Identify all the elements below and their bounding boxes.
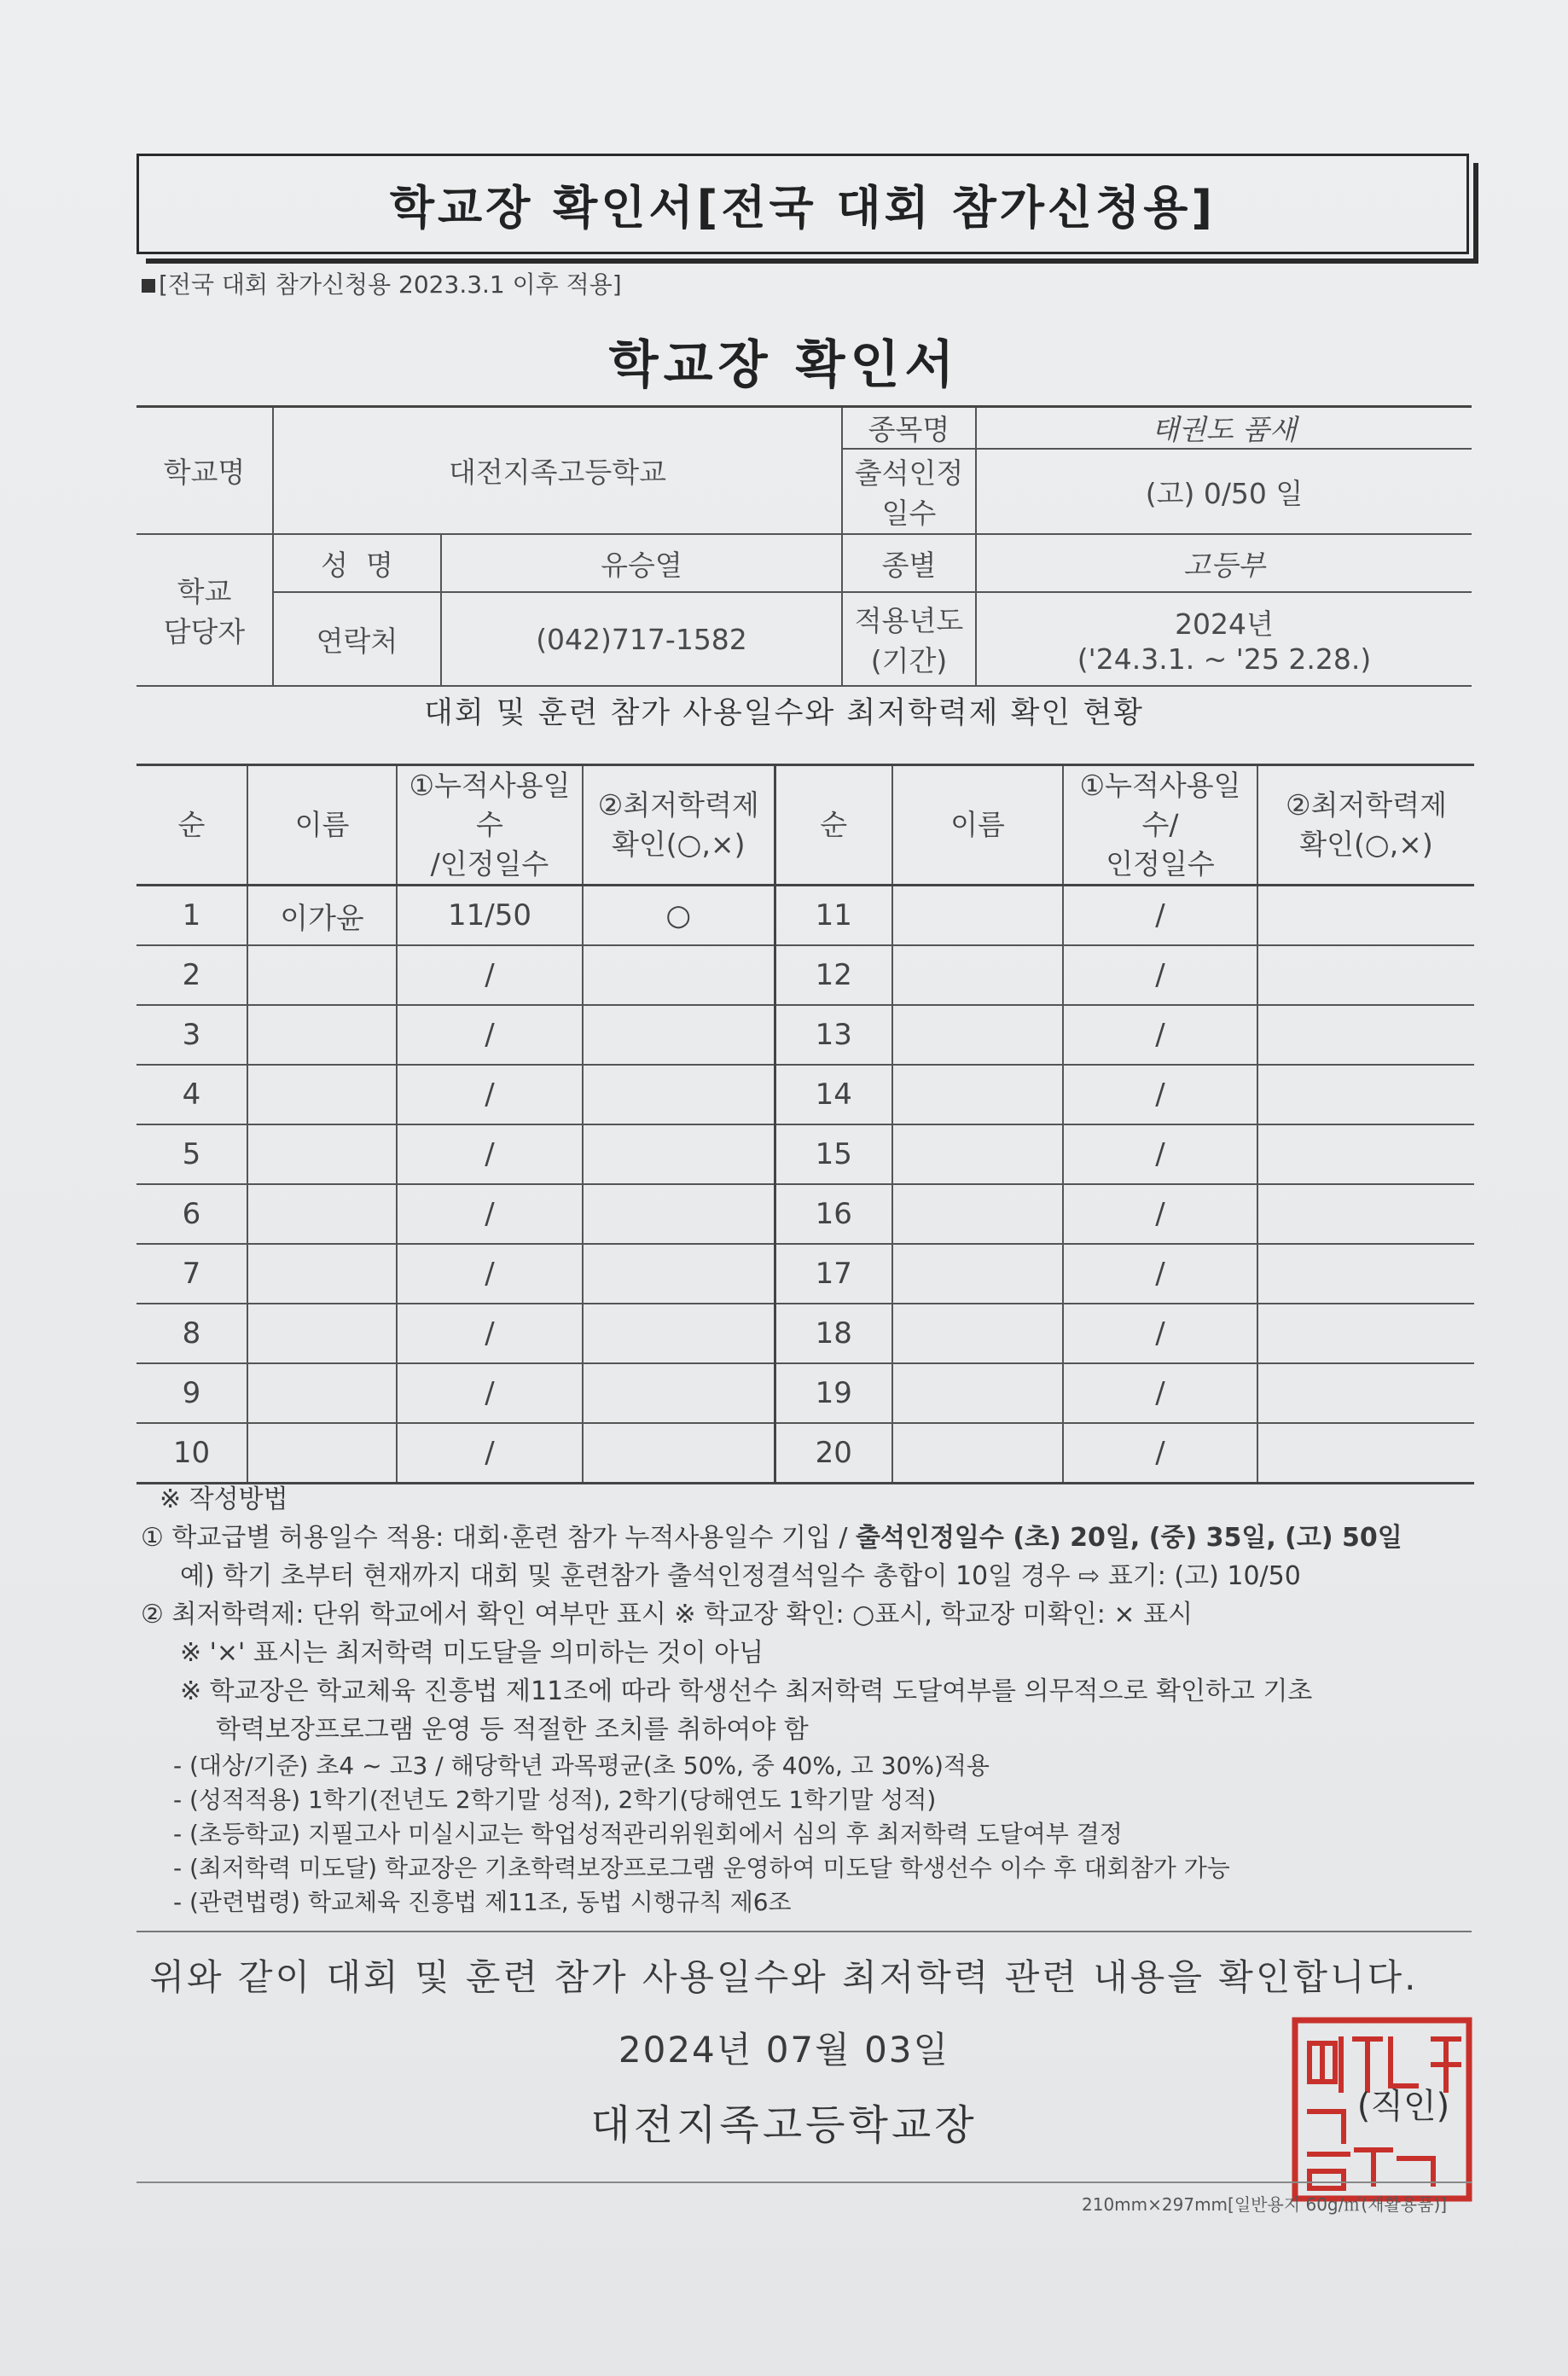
header-no: 순 xyxy=(136,765,247,886)
table-body xyxy=(136,886,1474,1484)
row-check xyxy=(583,1423,775,1484)
header-days-right-line1: ①누적사용일수/ xyxy=(1079,769,1241,841)
note-4: ※ 학교장은 학교체육 진흥법 제11조에 따라 학생선수 최저학력 도달여부를 의무적으로 확인하고 기초 xyxy=(180,1676,1313,1706)
row-check: ○ xyxy=(583,886,775,946)
row-check-right xyxy=(1257,1363,1474,1423)
row-number-right: 18 xyxy=(775,1304,892,1363)
row-number: 5 xyxy=(136,1124,247,1184)
divider-top xyxy=(136,1931,1472,1932)
row-number-right: 16 xyxy=(775,1184,892,1244)
row-check-right xyxy=(1257,1005,1474,1065)
note-1-bold: 출석인정일수 (초) 20일, (중) 35일, (고) 50일 xyxy=(856,1523,1402,1553)
row-name xyxy=(247,1184,397,1244)
row-check xyxy=(583,1065,775,1124)
manager-label-line1: 학교 xyxy=(177,575,232,608)
header-check xyxy=(583,765,775,886)
row-days: / xyxy=(397,1065,583,1124)
table-row xyxy=(136,945,1474,1005)
event-value: 태권도 품새 xyxy=(976,407,1472,450)
row-name-right xyxy=(892,1124,1063,1184)
table-row xyxy=(136,1184,1474,1244)
year-value xyxy=(976,592,1472,686)
row-name xyxy=(247,1363,397,1423)
paper-size-note: 210mm×297mm[일반용지 60g/㎡(재활용품)] xyxy=(1082,2194,1448,2215)
row-name xyxy=(247,1065,397,1124)
attendance-value: (고) 0/50 일 xyxy=(976,449,1472,534)
year-label-line2: (기간) xyxy=(870,644,948,677)
row-days: / xyxy=(397,1124,583,1184)
row-name-right xyxy=(892,1423,1063,1484)
row-number-right: 15 xyxy=(775,1124,892,1184)
row-number-right: 19 xyxy=(775,1363,892,1423)
year-label-line1: 적용년도 xyxy=(854,604,964,637)
table-row xyxy=(136,1304,1474,1363)
row-name-right xyxy=(892,1005,1063,1065)
detail-4: - (최저학력 미도달) 학교장은 기초학력보장프로그램 운영하여 미도달 학생선수 이수 후 대회참가 가능 xyxy=(173,1854,1230,1882)
row-number: 9 xyxy=(136,1363,247,1423)
row-check-right xyxy=(1257,1184,1474,1244)
row-number: 4 xyxy=(136,1065,247,1124)
row-name xyxy=(247,1304,397,1363)
seal-label: (직인) xyxy=(1356,2087,1450,2126)
note-1 xyxy=(141,1519,1480,1557)
row-days: / xyxy=(397,1423,583,1484)
row-days-right: / xyxy=(1063,1423,1257,1484)
header-days-line1: ①누적사용일수 xyxy=(409,769,571,841)
division-label: 종별 xyxy=(842,534,976,592)
header-check-right-line1: ②최저학력제 xyxy=(1286,788,1447,822)
row-check-right xyxy=(1257,1244,1474,1304)
row-number: 3 xyxy=(136,1005,247,1065)
note-1-example: 예) 학기 초부터 현재까지 대회 및 훈련참가 출석인정결석일수 총합이 10일 경우 ⇨ 표기: (고) 10/50 xyxy=(180,1561,1301,1591)
division-value: 고등부 xyxy=(976,534,1472,592)
row-check-right xyxy=(1257,945,1474,1005)
row-number-right: 20 xyxy=(775,1423,892,1484)
header-name: 이름 xyxy=(247,765,397,886)
row-days: 11/50 xyxy=(397,886,583,946)
row-days-right: / xyxy=(1063,1363,1257,1423)
row-number: 8 xyxy=(136,1304,247,1363)
document-header-box xyxy=(136,154,1469,254)
row-name xyxy=(247,1124,397,1184)
row-check xyxy=(583,1184,775,1244)
row-days: / xyxy=(397,1184,583,1244)
row-days: / xyxy=(397,1363,583,1423)
applicability-note xyxy=(142,266,622,300)
event-label: 종목명 xyxy=(842,407,976,450)
row-number-right: 11 xyxy=(775,886,892,946)
table-row xyxy=(136,886,1474,946)
document-title: 학교장 확인서 xyxy=(608,335,960,395)
header-days-line2: /인정일수 xyxy=(430,847,549,880)
school-label: 학교명 xyxy=(136,407,273,535)
attendance-label-line1: 출석인정 xyxy=(854,456,964,490)
row-name-right xyxy=(892,1244,1063,1304)
row-name-right xyxy=(892,1363,1063,1423)
detail-5: - (관련법령) 학교체육 진흥법 제11조, 동법 시행규칙 제6조 xyxy=(173,1888,792,1916)
table-row xyxy=(136,1005,1474,1065)
school-name: 대전지족고등학교 xyxy=(273,407,842,535)
row-name xyxy=(247,1244,397,1304)
row-name-right xyxy=(892,1304,1063,1363)
row-name-right xyxy=(892,1184,1063,1244)
row-days-right: / xyxy=(1063,1184,1257,1244)
table-row xyxy=(136,1363,1474,1423)
row-days-right: / xyxy=(1063,1005,1257,1065)
square-bullet-icon xyxy=(142,279,155,293)
row-check xyxy=(583,1244,775,1304)
header-name-right: 이름 xyxy=(892,765,1063,886)
note-2: ② 최저학력제: 단위 학교에서 확인 여부만 표시 ※ 학교장 확인: ○표시, 학교장 미확인: × 표시 xyxy=(141,1600,1193,1630)
manager-label xyxy=(136,534,273,686)
row-days-right: / xyxy=(1063,1304,1257,1363)
note-3: ※ '×' 표시는 최저학력 미도달을 의미하는 것이 아님 xyxy=(180,1638,764,1668)
detail-1: - (대상/기준) 초4 ~ 고3 / 해당학년 과목평균(초 50%, 중 40%, 고 30%)적용 xyxy=(173,1752,990,1780)
attendance-label xyxy=(842,449,976,534)
name-label: 성 명 xyxy=(273,534,441,592)
header-days xyxy=(397,765,583,886)
row-days: / xyxy=(397,1304,583,1363)
row-number-right: 13 xyxy=(775,1005,892,1065)
row-check-right xyxy=(1257,1124,1474,1184)
year-value-line1: 2024년 xyxy=(1175,607,1274,641)
applicability-note-text: [전국 대회 참가신청용 2023.3.1 이후 적용] xyxy=(159,270,622,299)
note-1-text: ① 학교급별 허용일수 적용: 대회·훈련 참가 누적사용일수 기입 / xyxy=(141,1523,856,1553)
instructions xyxy=(141,1480,1480,1920)
row-days-right: / xyxy=(1063,1065,1257,1124)
detail-2: - (성적적용) 1학기(전년도 2학기말 성적), 2학기(당해연도 1학기말 성적) xyxy=(173,1786,937,1814)
row-check-right xyxy=(1257,886,1474,946)
divider-bottom xyxy=(136,2181,1472,2183)
row-days: / xyxy=(397,945,583,1005)
attendance-label-line2: 일수 xyxy=(881,497,937,530)
table-row xyxy=(136,1124,1474,1184)
row-days-right: / xyxy=(1063,1124,1257,1184)
row-check xyxy=(583,1304,775,1363)
confirmation-text: 위와 같이 대회 및 훈련 참가 사용일수와 최저학력 관련 내용을 확인합니다. xyxy=(149,1956,1419,1998)
row-check xyxy=(583,945,775,1005)
issue-date: 2024년 07월 03일 xyxy=(618,2029,950,2071)
row-name-right xyxy=(892,945,1063,1005)
row-days-right: / xyxy=(1063,945,1257,1005)
row-number-right: 17 xyxy=(775,1244,892,1304)
row-name xyxy=(247,945,397,1005)
row-check xyxy=(583,1005,775,1065)
section-title: 대회 및 훈련 참가 사용일수와 최저학력제 확인 현황 xyxy=(424,696,1144,730)
period-value: ('24.3.1. ~ '25 2.28.) xyxy=(1077,642,1372,676)
row-check-right xyxy=(1257,1065,1474,1124)
participant-table xyxy=(136,764,1474,1484)
note-4-cont: 학력보장프로그램 운영 등 적절한 조치를 취하여야 함 xyxy=(216,1715,809,1745)
row-name xyxy=(247,1423,397,1484)
row-name-right xyxy=(892,886,1063,946)
row-check xyxy=(583,1363,775,1423)
year-label xyxy=(842,592,976,686)
row-days-right: / xyxy=(1063,1244,1257,1304)
name-value: 유승열 xyxy=(441,534,842,592)
row-number: 2 xyxy=(136,945,247,1005)
row-number: 1 xyxy=(136,886,247,946)
header-check-line2: 확인(○,×) xyxy=(612,828,746,861)
school-info-table xyxy=(136,405,1472,687)
row-days: / xyxy=(397,1244,583,1304)
contact-label: 연락처 xyxy=(273,592,441,686)
table-row xyxy=(136,1423,1474,1484)
table-row xyxy=(136,1244,1474,1304)
header-days-right-line2: 인정일수 xyxy=(1106,847,1215,880)
contact-value: (042)717-1582 xyxy=(441,592,842,686)
row-check-right xyxy=(1257,1423,1474,1484)
row-number: 10 xyxy=(136,1423,247,1484)
row-name-right xyxy=(892,1065,1063,1124)
header-check-right xyxy=(1257,765,1474,886)
principal-name: 대전지족고등학교장 xyxy=(590,2101,978,2149)
manager-label-line2: 담당자 xyxy=(163,615,246,648)
header-no-right: 순 xyxy=(775,765,892,886)
row-days-right: / xyxy=(1063,886,1257,946)
table-header-row xyxy=(136,765,1474,886)
table-row xyxy=(136,1065,1474,1124)
detail-3: - (초등학교) 지필고사 미실시교는 학업성적관리위원회에서 심의 후 최저학력 도달여부 결정 xyxy=(173,1820,1123,1848)
header-days-right xyxy=(1063,765,1257,886)
row-number: 7 xyxy=(136,1244,247,1304)
row-number-right: 14 xyxy=(775,1065,892,1124)
header-check-right-line2: 확인(○,×) xyxy=(1299,828,1433,861)
row-check-right xyxy=(1257,1304,1474,1363)
row-days: / xyxy=(397,1005,583,1065)
instructions-heading: ※ 작성방법 xyxy=(160,1484,288,1514)
row-name: 이가윤 xyxy=(247,886,397,946)
row-number-right: 12 xyxy=(775,945,892,1005)
row-check xyxy=(583,1124,775,1184)
official-seal xyxy=(1288,2013,1476,2205)
row-name xyxy=(247,1005,397,1065)
row-number: 6 xyxy=(136,1184,247,1244)
header-title: 학교장 확인서[전국 대회 참가신청용] xyxy=(389,180,1217,235)
header-check-line1: ②최저학력제 xyxy=(597,788,759,822)
